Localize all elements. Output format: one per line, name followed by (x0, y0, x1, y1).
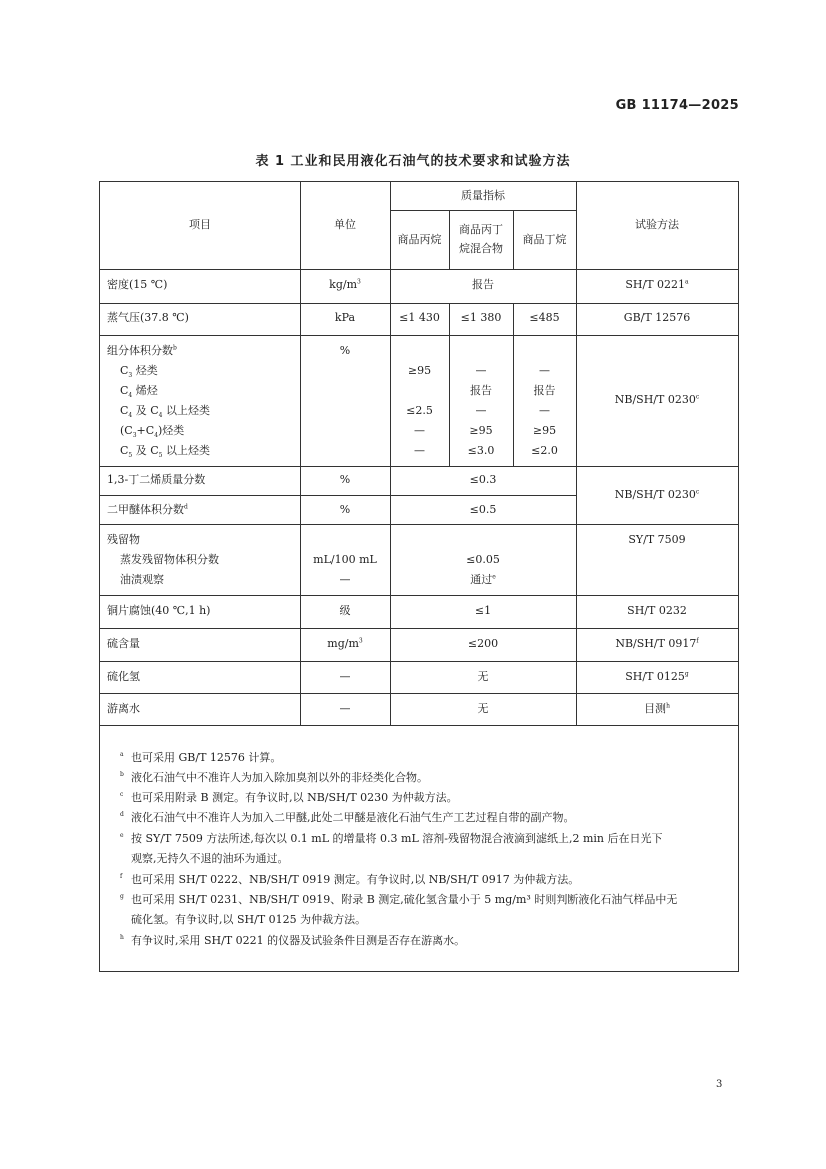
composition-c4-olefin-mix: 报告 (470, 384, 492, 397)
header-item: 项目 (189, 218, 211, 231)
row-water-unit: — (339, 702, 351, 715)
header-mix-line2: 烷混合物 (459, 242, 503, 255)
residue-sub-oil-stain: 油渍观察 (120, 573, 164, 586)
residue-sub-oil-stain-unit: — (339, 573, 351, 586)
row-composition-unit: % (339, 344, 351, 357)
row-vapor-mix: ≤1 380 (460, 311, 502, 324)
composition-sub-c3: $C_3$ 烃类 (120, 364, 158, 380)
row-butadiene-value: ≤0.3 (469, 473, 497, 486)
composition-sub-c4-plus: $C_4$ 及 $C_4$ 以上烃类 (120, 404, 210, 420)
row-composition-method: NB/SH/T 0230$^c$ (614, 393, 700, 406)
composition-c4-plus-butane: — (539, 404, 550, 417)
footnote-d: d 液化石油气中不准许人为加入二甲醚,此处二甲醚是液化石油气生产工艺过程自带的副产物。 (120, 811, 575, 824)
row-butadiene-item: 1,3-丁二烯质量分数 (107, 473, 206, 486)
footnote-h: h 有争议时,采用 SH/T 0221 的仪器及试验条件目测是否存在游离水。 (120, 934, 466, 947)
row-vapor-propane: ≤1 430 (399, 311, 440, 324)
composition-c3-propane: ≥95 (407, 364, 432, 377)
row-butadiene-unit: % (339, 473, 351, 486)
row-dme-item: 二甲醚体积分数$^d$ (107, 503, 188, 516)
row-dme-method: NB/SH/T 0230$^c$ (614, 488, 700, 501)
footnote-c: c 也可采用附录 B 测定。有争议时,以 NB/SH/T 0230 为仲裁方法。 (120, 791, 458, 804)
row-density-method: SH/T 0221$^a$ (625, 278, 689, 291)
row-h2s-item: 硫化氢 (107, 670, 140, 683)
composition-sub-c4-olefin: $C_4$ 烯烃 (120, 384, 158, 400)
residue-sub-evaporation-unit: mL/100 mL (313, 553, 377, 566)
row-copper-item: 铜片腐蚀(40 ℃,1 h) (107, 604, 211, 617)
row-copper-value: ≤1 (474, 604, 492, 617)
row-h2s-unit: — (339, 670, 351, 683)
row-dme-value: ≤0.5 (469, 503, 497, 516)
row-residue-item: 残留物 (107, 533, 140, 546)
row-copper-method: SH/T 0232 (627, 604, 687, 617)
row-density-value: 报告 (472, 278, 494, 291)
composition-c4-olefin-butane: 报告 (533, 384, 556, 397)
footnote-f: f 也可采用 SH/T 0222、NB/SH/T 0919 测定。有争议时,以 NB/SH/T 0917 为仲裁方法。 (120, 873, 580, 886)
row-dme-unit: % (339, 503, 351, 516)
row-composition-item: 组分体积分数$^b$ (107, 344, 177, 357)
residue-sub-evaporation: 蒸发残留物体积分数 (120, 553, 219, 566)
row-density-unit: $kg/m^3$ (329, 278, 361, 291)
footnote-g: g 也可采用 SH/T 0231、NB/SH/T 0919、附录 B 测定,硫化氢含量小于 5 mg/m³ 时则判断液化石油气样品中无 (120, 893, 678, 906)
footnote-b: b 液化石油气中不准许人为加入除加臭剂以外的非烃类化合物。 (120, 771, 428, 784)
row-water-method: 目测$^h$ (644, 702, 670, 715)
header-mix-line1: 商品丙丁 (459, 223, 503, 236)
row-vapor-method: GB/T 12576 (623, 311, 691, 324)
header-quality: 质量指标 (461, 189, 505, 202)
header-unit: 单位 (334, 218, 356, 231)
row-vapor-butane: ≤485 (529, 311, 560, 324)
row-sulfur-unit: $mg/m^3$ (327, 637, 363, 650)
composition-c4-plus-mix: — (475, 404, 487, 417)
composition-c3-mix: — (475, 364, 487, 377)
table-title: 表 1 工业和民用液化石油气的技术要求和试验方法 (255, 154, 571, 169)
row-sulfur-method: NB/SH/T 0917$^f$ (615, 637, 699, 650)
composition-c5-plus-mix: ≤3.0 (467, 444, 495, 457)
composition-c3-c4-butane: ≥95 (532, 424, 557, 437)
composition-sub-c5-plus: $C_5$ 及 $C_5$ 以上烃类 (120, 444, 210, 460)
header-propane: 商品丙烷 (397, 233, 442, 246)
composition-c3-butane: — (539, 364, 550, 377)
composition-c5-plus-propane: — (414, 444, 425, 457)
row-h2s-value: 无 (477, 670, 489, 683)
row-vapor-unit: kPa (334, 311, 356, 324)
composition-c3-c4-propane: — (414, 424, 425, 437)
footnote-a: a 也可采用 GB/T 12576 计算。 (120, 751, 282, 764)
header-butane: 商品丁烷 (522, 233, 567, 246)
page-number: 3 (716, 1079, 723, 1090)
row-density-item: 密度(15 ℃) (107, 278, 168, 291)
row-sulfur-item: 硫含量 (107, 637, 140, 650)
footnote-e-cont: 观察,无持久不退的油环为通过。 (131, 852, 289, 865)
row-h2s-method: SH/T 0125$^g$ (625, 670, 689, 683)
residue-sub-evaporation-value: ≤0.05 (466, 553, 500, 566)
composition-sub-c3-c4: $(C_3+C_4)$烃类 (120, 424, 185, 440)
row-water-value: 无 (477, 702, 489, 715)
composition-c5-plus-butane: ≤2.0 (531, 444, 558, 457)
residue-sub-oil-stain-value: 通过$^e$ (470, 573, 496, 586)
standard-code: GB 11174—2025 (615, 98, 739, 113)
composition-c4-plus-propane: ≤2.5 (406, 404, 433, 417)
row-vapor-item: 蒸气压(37.8 ℃) (107, 311, 189, 324)
footnote-g-cont: 硫化氢。有争议时,以 SH/T 0125 为仲裁方法。 (131, 913, 367, 926)
header-method: 试验方法 (635, 218, 679, 231)
row-water-item: 游离水 (107, 702, 140, 715)
row-copper-unit: 级 (339, 604, 351, 617)
row-sulfur-value: ≤200 (467, 637, 499, 650)
footnote-e: e 按 SY/T 7509 方法所述,每次以 0.1 mL 的增量将 0.3 mL 溶剂-残留物混合液滴到滤纸上,2 min 后在日光下 (120, 832, 663, 845)
row-residue-method: SY/T 7509 (628, 533, 686, 546)
composition-c3-c4-mix: ≥95 (469, 424, 493, 437)
